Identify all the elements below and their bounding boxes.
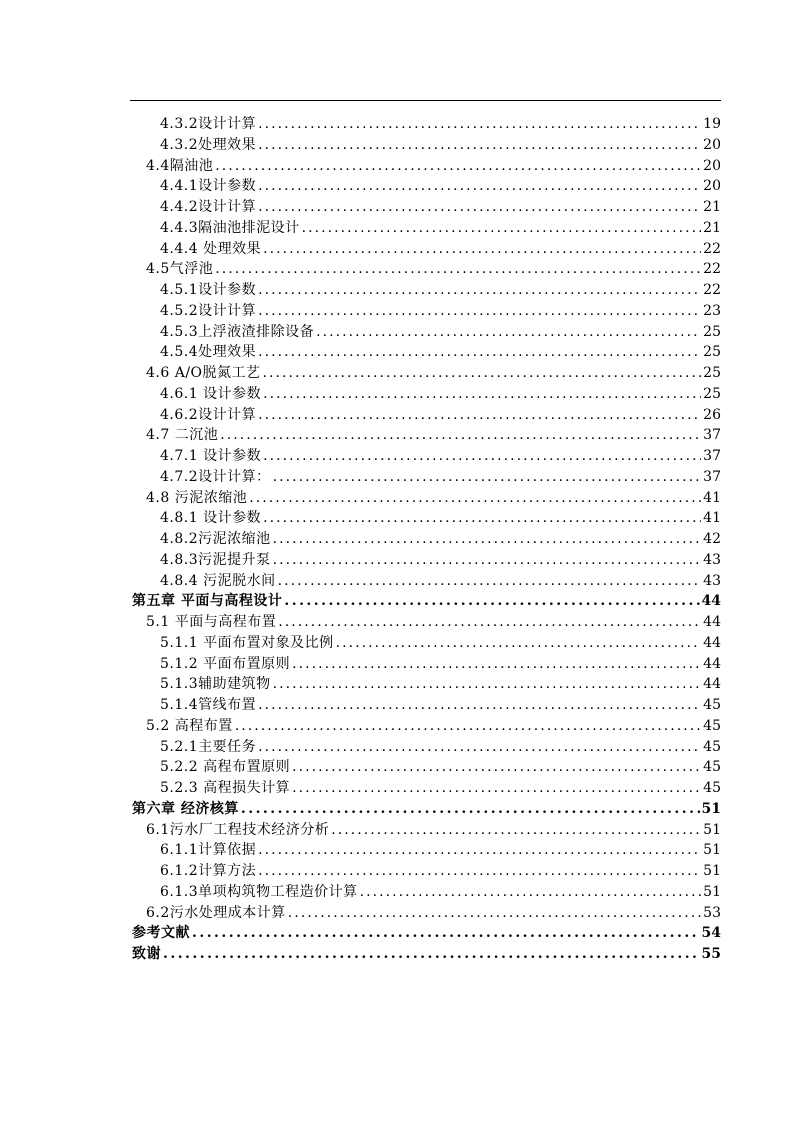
toc-entry-title: 5.1.4管线布置 (160, 697, 257, 713)
toc-dot-leader (258, 840, 701, 861)
toc-entry-page-number: 37 (703, 448, 721, 464)
toc-dot-leader (220, 425, 701, 446)
toc-entry[interactable] (130, 633, 721, 654)
toc-entry-title: 5.1.1 平面布置对象及比例 (160, 634, 334, 651)
toc-entry[interactable] (130, 384, 721, 405)
toc-entry-page-number: 21 (703, 219, 721, 236)
toc-dot-leader (273, 674, 701, 695)
toc-entry-page-number: 21 (703, 199, 721, 215)
toc-entry[interactable] (130, 488, 721, 509)
toc-entry[interactable] (130, 737, 721, 758)
toc-entry-page-number: 44 (701, 593, 721, 610)
toc-dot-leader (273, 550, 701, 571)
toc-dot-leader (258, 861, 701, 882)
toc-dot-leader (258, 695, 701, 716)
toc-dot-leader (249, 488, 701, 509)
toc-dot-leader (292, 778, 701, 799)
toc-entry-page-number: 37 (703, 468, 721, 485)
toc-entry-title: 4.6.1 设计参数 (160, 385, 262, 402)
toc-dot-leader (258, 301, 701, 322)
toc-entry-title: 4.5.3上浮液渣排除设备 (160, 323, 315, 340)
toc-entry-title: 4.6 A/O脱氮工艺 (146, 365, 261, 381)
toc-entry-title: 6.1.1计算依据 (160, 842, 257, 859)
toc-dot-leader (288, 903, 701, 924)
toc-entry-title: 4.3.2设计计算 (160, 116, 257, 132)
toc-entry-page-number: 22 (703, 282, 721, 298)
toc-entry-title: 4.5.1设计参数 (160, 282, 257, 298)
toc-entry[interactable] (130, 923, 721, 944)
toc-dot-leader (215, 259, 701, 280)
toc-entry-page-number: 44 (703, 634, 721, 651)
toc-dot-leader (192, 923, 700, 944)
toc-entry-title: 4.8.3污泥提升泵 (160, 551, 271, 568)
toc-entry-page-number: 55 (701, 946, 721, 962)
toc-entry[interactable] (130, 218, 721, 239)
toc-entry[interactable] (130, 259, 721, 280)
toc-entry[interactable] (130, 799, 721, 820)
toc-entry-title: 第六章 经济核算 (132, 800, 239, 817)
toc-entry-page-number: 26 (703, 406, 721, 423)
toc-dot-leader (316, 322, 701, 343)
table-of-contents (130, 114, 721, 965)
toc-entry-page-number: 44 (703, 614, 721, 630)
toc-entry-page-number: 44 (703, 676, 721, 693)
toc-entry[interactable] (130, 674, 721, 695)
toc-entry-title: 4.7.1 设计参数 (160, 448, 262, 464)
toc-entry[interactable] (130, 405, 721, 426)
toc-entry-page-number: 20 (703, 136, 721, 153)
toc-entry-page-number: 41 (703, 510, 721, 527)
toc-entry-title: 4.4隔油池 (146, 157, 214, 174)
toc-entry[interactable] (130, 716, 721, 737)
toc-entry[interactable] (130, 156, 721, 177)
toc-entry-page-number: 25 (703, 344, 721, 361)
toc-entry[interactable] (130, 757, 721, 778)
toc-dot-leader (278, 571, 701, 592)
toc-entry-title: 4.8.2污泥浓缩池 (160, 531, 271, 547)
toc-dot-leader (258, 114, 701, 135)
toc-entry[interactable] (130, 612, 721, 633)
toc-dot-leader (360, 882, 701, 903)
toc-dot-leader (263, 508, 701, 529)
toc-entry-page-number: 20 (703, 178, 721, 195)
toc-entry[interactable] (130, 695, 721, 716)
toc-entry[interactable] (130, 591, 721, 612)
toc-entry[interactable] (130, 882, 721, 903)
toc-entry-title: 4.3.2处理效果 (160, 136, 257, 153)
toc-entry-title: 参考文献 (132, 925, 190, 942)
toc-entry-page-number: 41 (703, 489, 721, 506)
toc-entry-page-number: 53 (703, 904, 721, 921)
toc-dot-leader (292, 757, 701, 778)
toc-entry-page-number: 25 (703, 365, 721, 381)
toc-entry-title: 4.4.3隔油池排泥设计 (160, 219, 300, 236)
toc-entry-title: 5.2.3 高程损失计算 (160, 780, 291, 796)
toc-entry-page-number: 25 (703, 323, 721, 340)
header-rule (130, 100, 721, 101)
toc-dot-leader (278, 612, 701, 633)
toc-entry[interactable] (130, 322, 721, 343)
toc-entry-page-number: 25 (703, 385, 721, 402)
toc-entry-title: 5.1 平面与高程布置 (146, 614, 277, 630)
toc-entry-title: 5.1.3辅助建筑物 (160, 676, 271, 693)
toc-entry-page-number: 22 (703, 261, 721, 278)
toc-dot-leader (263, 384, 701, 405)
toc-entry[interactable] (130, 114, 721, 135)
toc-entry-page-number: 19 (703, 116, 721, 132)
toc-entry[interactable] (130, 467, 721, 488)
toc-entry-title: 4.7.2设计计算： (160, 468, 271, 485)
toc-dot-leader (336, 633, 701, 654)
toc-entry[interactable] (130, 239, 721, 260)
toc-entry-title: 4.5气浮池 (146, 261, 214, 278)
toc-entry[interactable] (130, 840, 721, 861)
toc-entry-title: 5.2.2 高程布置原则 (160, 759, 291, 776)
toc-entry-page-number: 45 (703, 697, 721, 713)
toc-dot-leader (284, 591, 699, 612)
toc-entry-page-number: 51 (703, 883, 721, 900)
toc-entry-title: 4.4.4 处理效果 (160, 240, 262, 257)
toc-dot-leader (273, 467, 701, 488)
toc-entry-page-number: 43 (703, 551, 721, 568)
toc-dot-leader (258, 176, 701, 197)
toc-entry[interactable] (130, 529, 721, 550)
toc-entry-title: 6.2污水处理成本计算 (146, 904, 286, 921)
toc-dot-leader (331, 820, 701, 841)
toc-entry[interactable] (130, 280, 721, 301)
toc-dot-leader (302, 218, 701, 239)
toc-entry-page-number: 37 (703, 427, 721, 444)
toc-dot-leader (163, 944, 700, 965)
toc-entry[interactable] (130, 944, 721, 965)
toc-dot-leader (258, 405, 701, 426)
toc-entry[interactable] (130, 342, 721, 363)
toc-entry[interactable] (130, 903, 721, 924)
toc-dot-leader (258, 135, 701, 156)
toc-entry-title: 4.5.2设计计算 (160, 302, 257, 319)
toc-dot-leader (273, 529, 701, 550)
toc-dot-leader (292, 654, 701, 675)
toc-entry-page-number: 54 (701, 925, 721, 942)
toc-entry-page-number: 45 (703, 717, 721, 734)
toc-entry[interactable] (130, 135, 721, 156)
toc-entry-page-number: 45 (703, 738, 721, 755)
toc-entry[interactable] (130, 446, 721, 467)
toc-entry[interactable] (130, 508, 721, 529)
toc-entry[interactable] (130, 425, 721, 446)
toc-entry-page-number: 42 (703, 531, 721, 547)
toc-entry-title: 4.7 二沉池 (146, 427, 219, 444)
toc-entry-page-number: 51 (703, 821, 721, 838)
toc-entry-page-number: 45 (703, 780, 721, 796)
toc-entry-page-number: 51 (703, 842, 721, 859)
toc-entry-page-number: 45 (703, 759, 721, 776)
toc-entry-title: 4.4.1设计参数 (160, 178, 257, 195)
toc-dot-leader (263, 239, 701, 260)
toc-entry[interactable] (130, 820, 721, 841)
toc-entry-page-number: 22 (703, 240, 721, 257)
toc-entry-title: 4.8.1 设计参数 (160, 510, 262, 527)
toc-dot-leader (258, 197, 701, 218)
toc-entry-page-number: 23 (703, 302, 721, 319)
toc-entry-title: 5.2 高程布置 (146, 717, 233, 734)
toc-dot-leader (215, 156, 701, 177)
toc-entry-title: 4.5.4处理效果 (160, 344, 257, 361)
toc-entry[interactable] (130, 550, 721, 571)
toc-entry-title: 4.8 污泥浓缩池 (146, 489, 248, 506)
toc-entry[interactable] (130, 571, 721, 592)
toc-dot-leader (241, 799, 700, 820)
toc-dot-leader (263, 363, 701, 384)
toc-entry[interactable] (130, 778, 721, 799)
toc-dot-leader (258, 342, 701, 363)
toc-entry[interactable] (130, 176, 721, 197)
toc-entry-title: 6.1污水厂工程技术经济分析 (146, 821, 330, 838)
toc-entry-title: 第五章 平面与高程设计 (132, 593, 283, 610)
toc-entry-page-number: 44 (703, 655, 721, 672)
toc-entry-title: 4.6.2设计计算 (160, 406, 257, 423)
toc-entry-title: 6.1.2计算方法 (160, 863, 257, 879)
toc-entry-page-number: 51 (703, 863, 721, 879)
toc-entry-title: 4.4.2设计计算 (160, 199, 257, 215)
toc-entry[interactable] (130, 861, 721, 882)
toc-entry-page-number: 20 (703, 157, 721, 174)
toc-entry[interactable] (130, 301, 721, 322)
toc-dot-leader (258, 280, 701, 301)
toc-entry[interactable] (130, 363, 721, 384)
toc-entry-title: 4.8.4 污泥脱水间 (160, 572, 276, 589)
toc-entry-page-number: 51 (701, 800, 721, 817)
toc-entry-title: 6.1.3单项构筑物工程造价计算 (160, 883, 358, 900)
toc-entry[interactable] (130, 654, 721, 675)
toc-dot-leader (258, 737, 701, 758)
toc-entry-page-number: 43 (703, 572, 721, 589)
toc-entry-title: 5.1.2 平面布置原则 (160, 655, 291, 672)
toc-dot-leader (235, 716, 701, 737)
toc-entry-title: 5.2.1主要任务 (160, 738, 257, 755)
toc-entry-title: 致谢 (132, 946, 161, 962)
toc-entry[interactable] (130, 197, 721, 218)
toc-dot-leader (263, 446, 701, 467)
